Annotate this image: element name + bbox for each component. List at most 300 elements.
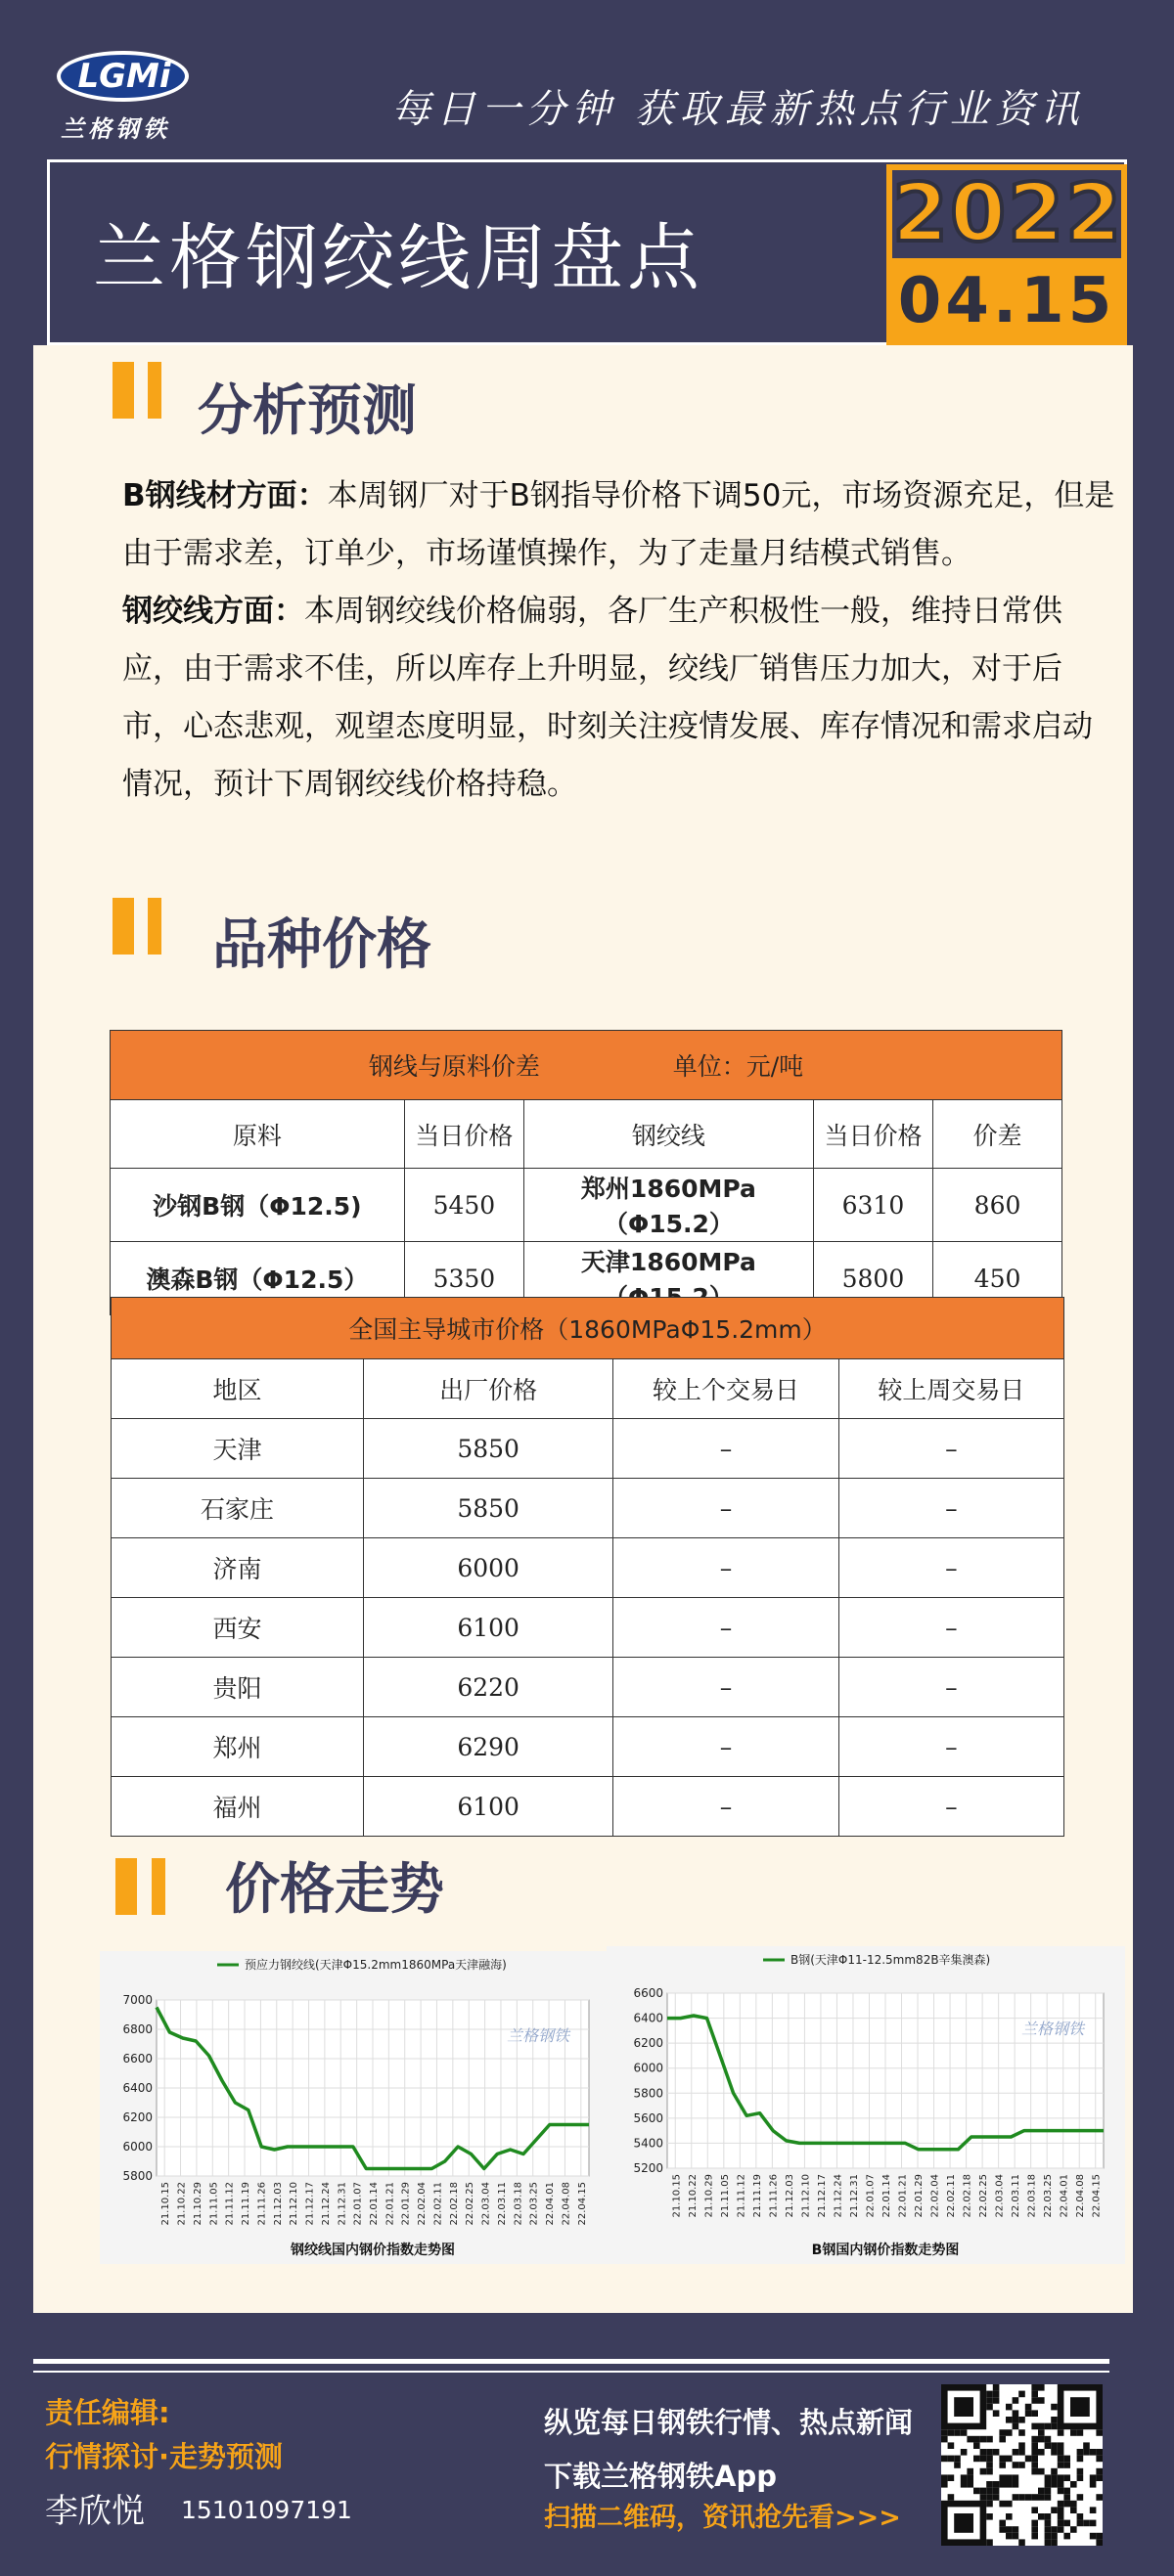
qr-module <box>993 2410 1000 2417</box>
qr-module <box>1058 2462 1064 2468</box>
y-tick-label: 5600 <box>633 2110 663 2125</box>
spread-table-title <box>111 1031 1062 1100</box>
section-title-prices: 品种价格 <box>212 913 431 977</box>
y-tick-label: 6000 <box>633 2061 663 2075</box>
qr-module <box>986 2449 993 2456</box>
qr-module <box>1038 2494 1045 2501</box>
x-tick-label: 21.12.10 <box>289 2182 300 2226</box>
qr-module <box>948 2456 955 2463</box>
table-row <box>112 1538 1064 1598</box>
qr-module <box>973 2488 980 2495</box>
table-cell: 6310 <box>813 1169 932 1242</box>
qr-module <box>986 2462 993 2468</box>
table-header: 原料 <box>111 1100 405 1169</box>
section-title-analysis: 分析预测 <box>198 379 417 443</box>
qr-module <box>993 2481 1000 2488</box>
qr-module <box>1031 2494 1038 2501</box>
qr-module <box>1006 2429 1013 2436</box>
qr-module <box>973 2442 980 2449</box>
qr-finder <box>1070 2397 1090 2417</box>
x-tick-label: 21.10.29 <box>192 2182 203 2226</box>
bsteel-price-chart <box>607 1946 1125 2264</box>
table-cell: 济南 <box>112 1538 364 1598</box>
qr-module <box>1031 2391 1038 2398</box>
table-cell: 贵阳 <box>112 1658 364 1717</box>
table-header: 较上周交易日 <box>838 1359 1063 1419</box>
qr-module <box>980 2456 987 2463</box>
slogan: 每日一分钟 获取最新热点行业资讯 <box>391 87 1085 132</box>
qr-module <box>1038 2384 1045 2391</box>
y-tick-label: 5800 <box>122 2169 153 2183</box>
editor-label: 责任编辑: <box>45 2396 170 2429</box>
qr-module <box>1058 2442 1064 2449</box>
logo-cn-text: 兰格钢铁 <box>61 115 170 143</box>
qr-module <box>954 2429 961 2436</box>
qr-module <box>1077 2468 1084 2475</box>
qr-module <box>1013 2481 1019 2488</box>
qr-module <box>1077 2456 1084 2463</box>
qr-module <box>1058 2507 1064 2513</box>
qr-module <box>1058 2449 1064 2456</box>
y-tick-label: 6600 <box>633 1986 663 2000</box>
qr-module <box>999 2456 1006 2463</box>
section-marker <box>113 362 134 419</box>
qr-module <box>1013 2526 1019 2533</box>
analysis-text <box>122 467 1120 814</box>
table-cell: – <box>838 1658 1063 1717</box>
qr-module <box>1018 2442 1025 2449</box>
qr-module <box>1018 2417 1025 2423</box>
table-cell: 沙钢B钢（Φ12.5) <box>111 1169 405 1242</box>
qr-module <box>1045 2539 1052 2546</box>
editor-tag: 行情探讨·走势预测 <box>45 2440 284 2473</box>
qr-module <box>1038 2436 1045 2443</box>
qr-module <box>1063 2533 1070 2540</box>
qr-module <box>1077 2520 1084 2527</box>
qr-module <box>986 2539 993 2546</box>
x-tick-label: 21.10.22 <box>176 2182 188 2226</box>
qr-module <box>1058 2481 1064 2488</box>
qr-module <box>999 2429 1006 2436</box>
qr-module <box>1077 2474 1084 2481</box>
x-tick-label: 21.11.12 <box>224 2182 236 2226</box>
table-cell: 6290 <box>363 1717 612 1777</box>
x-tick-label: 21.12.17 <box>816 2174 828 2218</box>
qr-module <box>1031 2442 1038 2449</box>
y-tick-label: 6600 <box>122 2052 153 2065</box>
qr-module <box>1025 2410 1032 2417</box>
qr-module <box>1045 2520 1052 2527</box>
y-tick-label: 6200 <box>633 2036 663 2051</box>
x-tick-label: 22.03.18 <box>1026 2174 1038 2218</box>
analysis-label-bsteel: B钢线材方面： <box>122 478 328 513</box>
section-marker <box>152 1858 165 1915</box>
qr-module <box>986 2397 993 2404</box>
x-tick-label: 21.12.10 <box>800 2174 812 2218</box>
x-tick-label: 22.02.18 <box>962 2174 973 2218</box>
promo-download: 下载兰格钢铁App <box>544 2460 777 2493</box>
qr-module <box>1063 2488 1070 2495</box>
qr-module <box>1045 2436 1052 2443</box>
qr-module <box>967 2481 973 2488</box>
table-header: 当日价格 <box>813 1100 932 1169</box>
table-row <box>112 1598 1064 1658</box>
table-cell: 6000 <box>363 1538 612 1598</box>
qr-module <box>1090 2533 1097 2540</box>
analysis-body-strand: 本周钢绞线价格偏弱，各厂生产积极性一般，维持日常供应，由于需求不佳，所以库存上升明显，绞线厂销售压力加大，对于后市，心态悲观，观望态度明显，时刻关注疫情发展、库存情况和需求启动情况，预计下周钢绞线价格持稳。 <box>122 594 1093 802</box>
qr-module <box>980 2488 987 2495</box>
qr-module <box>1070 2429 1077 2436</box>
watermark-logo: 兰格钢铁 <box>1020 2020 1084 2038</box>
table-row <box>112 1658 1064 1717</box>
qr-module <box>1051 2507 1058 2513</box>
qr-module <box>999 2436 1006 2443</box>
table-cell: – <box>838 1717 1063 1777</box>
x-tick-label: 22.01.07 <box>352 2182 364 2226</box>
table-cell: – <box>613 1479 838 1538</box>
x-tick-label: 22.01.07 <box>865 2174 877 2218</box>
qr-module <box>1045 2488 1052 2495</box>
qr-module <box>999 2474 1006 2481</box>
qr-module <box>1096 2533 1103 2540</box>
footer-divider <box>33 2371 1109 2373</box>
qr-module <box>1051 2423 1058 2430</box>
x-tick-label: 22.02.18 <box>448 2182 460 2226</box>
qr-module <box>1006 2474 1013 2481</box>
qr-code-icon[interactable] <box>941 2384 1103 2546</box>
table-row <box>111 1169 1062 1242</box>
table-cell: – <box>613 1598 838 1658</box>
strand-price-chart <box>100 1951 609 2264</box>
y-tick-label: 6800 <box>122 2022 153 2036</box>
table-header-row <box>111 1100 1062 1169</box>
qr-module <box>1038 2449 1045 2456</box>
qr-module <box>1031 2436 1038 2443</box>
qr-module <box>1077 2513 1084 2520</box>
qr-module <box>1031 2462 1038 2468</box>
qr-module <box>1045 2474 1052 2481</box>
qr-module <box>993 2494 1000 2501</box>
qr-module <box>1006 2501 1013 2508</box>
y-tick-label: 6400 <box>633 2011 663 2025</box>
qr-module <box>1070 2507 1077 2513</box>
x-tick-label: 22.03.25 <box>528 2182 540 2226</box>
table-cell: 5850 <box>363 1479 612 1538</box>
chart-caption: 钢绞线国内钢价指数走势图 <box>291 2243 455 2258</box>
y-tick-label: 5200 <box>633 2161 663 2175</box>
y-tick-label: 5800 <box>633 2086 663 2101</box>
table-cell: 石家庄 <box>112 1479 364 1538</box>
qr-module <box>967 2436 973 2443</box>
qr-module <box>961 2481 968 2488</box>
qr-module <box>967 2468 973 2475</box>
qr-module <box>1045 2423 1052 2430</box>
qr-module <box>1058 2429 1064 2436</box>
qr-module <box>980 2449 987 2456</box>
qr-module <box>1013 2397 1019 2404</box>
qr-module <box>1031 2410 1038 2417</box>
qr-module <box>941 2429 948 2436</box>
x-tick-label: 22.02.04 <box>929 2174 941 2218</box>
qr-module <box>967 2474 973 2481</box>
x-tick-label: 21.12.03 <box>784 2174 795 2218</box>
table-cell: – <box>838 1598 1063 1658</box>
qr-module <box>1025 2494 1032 2501</box>
table-row <box>112 1777 1064 1837</box>
qr-module <box>1058 2526 1064 2533</box>
x-tick-label: 21.11.05 <box>719 2174 731 2218</box>
qr-module <box>999 2526 1006 2533</box>
qr-module <box>993 2391 1000 2398</box>
page-title: 兰格钢绞线周盘点 <box>93 216 703 300</box>
qr-module <box>941 2456 948 2463</box>
qr-module <box>1096 2494 1103 2501</box>
qr-module <box>948 2429 955 2436</box>
qr-module <box>1038 2513 1045 2520</box>
qr-module <box>1096 2468 1103 2475</box>
date-day: 04.15 <box>897 265 1116 337</box>
x-tick-label: 22.04.08 <box>561 2182 572 2226</box>
section-marker <box>115 1858 137 1915</box>
qr-module <box>954 2456 961 2463</box>
table-row <box>112 1479 1064 1538</box>
qr-module <box>973 2436 980 2443</box>
table-cell: 天津1860MPa <box>524 1242 814 1315</box>
qr-module <box>1063 2520 1070 2527</box>
qr-module <box>1031 2507 1038 2513</box>
qr-module <box>1063 2501 1070 2508</box>
x-tick-label: 22.02.11 <box>432 2182 444 2226</box>
qr-module <box>999 2462 1006 2468</box>
x-tick-label: 22.04.01 <box>545 2182 557 2226</box>
qr-module <box>1058 2488 1064 2495</box>
qr-module <box>1013 2410 1019 2417</box>
qr-module <box>1013 2423 1019 2430</box>
y-tick-label: 6000 <box>122 2140 153 2154</box>
qr-module <box>1018 2429 1025 2436</box>
section-marker <box>148 362 161 419</box>
qr-module <box>1090 2449 1097 2456</box>
qr-module <box>993 2488 1000 2495</box>
x-tick-label: 22.04.15 <box>1091 2174 1103 2218</box>
qr-module <box>1070 2526 1077 2533</box>
x-tick-label: 22.03.11 <box>496 2182 508 2226</box>
editor-phone: 15101097191 <box>181 2496 352 2524</box>
table-cell: 5850 <box>363 1419 612 1479</box>
qr-module <box>1018 2462 1025 2468</box>
x-tick-label: 22.01.21 <box>384 2182 396 2226</box>
qr-module <box>1013 2417 1019 2423</box>
qr-module <box>999 2520 1006 2527</box>
qr-module <box>941 2436 948 2443</box>
qr-module <box>1045 2533 1052 2540</box>
qr-module <box>1038 2397 1045 2404</box>
table-cell: 澳森B钢（Φ12.5） <box>111 1242 405 1315</box>
qr-module <box>1031 2468 1038 2475</box>
x-tick-label: 22.04.15 <box>576 2182 588 2226</box>
qr-finder <box>954 2513 973 2533</box>
x-tick-label: 21.11.26 <box>256 2182 268 2226</box>
qr-module <box>986 2391 993 2398</box>
qr-module <box>1038 2488 1045 2495</box>
table-cell: 450 <box>933 1242 1062 1315</box>
qr-module <box>1063 2456 1070 2463</box>
y-tick-label: 6400 <box>122 2081 153 2095</box>
qr-module <box>1018 2449 1025 2456</box>
qr-module <box>1013 2533 1019 2540</box>
qr-module <box>1063 2474 1070 2481</box>
qr-module <box>1051 2481 1058 2488</box>
qr-module <box>1070 2501 1077 2508</box>
qr-module <box>1090 2474 1097 2481</box>
qr-module <box>948 2494 955 2501</box>
qr-finder <box>954 2397 973 2417</box>
qr-module <box>1063 2462 1070 2468</box>
qr-module <box>1031 2526 1038 2533</box>
x-tick-label: 21.10.22 <box>687 2174 699 2218</box>
x-tick-label: 22.01.21 <box>897 2174 909 2218</box>
watermark-logo: 兰格钢铁 <box>506 2026 569 2045</box>
x-tick-label: 21.12.31 <box>337 2182 348 2226</box>
promo-scan: 扫描二维码，资讯抢先看>>> <box>544 2503 901 2533</box>
qr-module <box>993 2397 1000 2404</box>
x-tick-label: 21.11.19 <box>241 2182 252 2226</box>
qr-module <box>1031 2520 1038 2527</box>
table-header: 地区 <box>112 1359 364 1419</box>
qr-module <box>1031 2533 1038 2540</box>
qr-module <box>1006 2456 1013 2463</box>
x-tick-label: 21.12.24 <box>320 2182 332 2226</box>
x-tick-label: 21.10.29 <box>703 2174 715 2218</box>
qr-module <box>1045 2481 1052 2488</box>
qr-module <box>1031 2449 1038 2456</box>
promo-text: 纵览每日钢铁行情、热点新闻 <box>544 2406 914 2439</box>
qr-module <box>1045 2526 1052 2533</box>
qr-module <box>1038 2468 1045 2475</box>
qr-module <box>999 2481 1006 2488</box>
qr-module <box>1006 2533 1013 2540</box>
qr-module <box>1018 2494 1025 2501</box>
x-tick-label: 22.04.01 <box>1059 2174 1070 2218</box>
x-tick-label: 21.10.15 <box>160 2182 172 2226</box>
table-header: 价差 <box>933 1100 1062 1169</box>
qr-module <box>1025 2404 1032 2411</box>
qr-module <box>1006 2404 1013 2411</box>
table-cell: – <box>613 1538 838 1598</box>
legend-label: 预应力钢绞线(天津Φ15.2mm1860MPa天津融海) <box>245 1958 507 1972</box>
qr-module <box>1051 2404 1058 2411</box>
x-tick-label: 22.03.18 <box>513 2182 524 2226</box>
x-tick-label: 22.03.25 <box>1043 2174 1055 2218</box>
qr-module <box>986 2501 993 2508</box>
qr-module <box>980 2436 987 2443</box>
table-cell: – <box>838 1479 1063 1538</box>
qr-module <box>973 2456 980 2463</box>
table-cell: – <box>838 1538 1063 1598</box>
x-tick-label: 22.03.11 <box>1011 2174 1022 2218</box>
qr-module <box>1045 2513 1052 2520</box>
qr-module <box>1058 2456 1064 2463</box>
table-cell: 5350 <box>404 1242 523 1315</box>
x-tick-label: 22.01.14 <box>881 2174 892 2218</box>
qr-module <box>1096 2449 1103 2456</box>
qr-module <box>954 2462 961 2468</box>
city-price-table <box>111 1297 1064 1837</box>
table-cell: 6100 <box>363 1777 612 1837</box>
qr-module <box>1083 2442 1090 2449</box>
x-tick-label: 21.12.03 <box>272 2182 284 2226</box>
x-tick-label: 22.02.25 <box>978 2174 990 2218</box>
x-tick-label: 21.12.31 <box>848 2174 860 2218</box>
qr-module <box>1083 2520 1090 2527</box>
x-tick-label: 22.02.04 <box>417 2182 429 2226</box>
qr-module <box>1051 2539 1058 2546</box>
qr-module <box>1025 2456 1032 2463</box>
qr-module <box>1058 2513 1064 2520</box>
x-tick-label: 22.02.11 <box>946 2174 958 2218</box>
qr-module <box>1006 2526 1013 2533</box>
spread-title: 钢线与原料价差 <box>368 1052 540 1081</box>
table-header: 钢绞线 <box>524 1100 814 1169</box>
qr-module <box>1051 2442 1058 2449</box>
qr-module <box>1051 2526 1058 2533</box>
qr-module <box>1090 2520 1097 2527</box>
qr-module <box>1058 2501 1064 2508</box>
qr-module <box>961 2474 968 2481</box>
table-header: 较上个交易日 <box>613 1359 838 1419</box>
x-tick-label: 21.11.05 <box>208 2182 220 2226</box>
qr-module <box>1031 2423 1038 2430</box>
table-cell: 6220 <box>363 1658 612 1717</box>
qr-module <box>1051 2468 1058 2475</box>
table-cell: 天津 <box>112 1419 364 1479</box>
qr-module <box>986 2488 993 2495</box>
table-cell: – <box>613 1419 838 1479</box>
qr-module <box>1006 2481 1013 2488</box>
qr-module <box>993 2384 1000 2391</box>
table-cell: – <box>613 1717 838 1777</box>
qr-module <box>1045 2442 1052 2449</box>
x-tick-label: 22.01.29 <box>400 2182 412 2226</box>
table-cell: – <box>838 1777 1063 1837</box>
table-row <box>112 1717 1064 1777</box>
x-tick-label: 21.11.12 <box>736 2174 747 2218</box>
editor-name: 李欣悦 <box>45 2492 145 2531</box>
qr-module <box>1031 2456 1038 2463</box>
qr-module <box>1013 2494 1019 2501</box>
table-cell: 5450 <box>404 1169 523 1242</box>
qr-module <box>1031 2384 1038 2391</box>
qr-module <box>1038 2429 1045 2436</box>
qr-module <box>1051 2449 1058 2456</box>
qr-module <box>961 2429 968 2436</box>
qr-module <box>1051 2533 1058 2540</box>
qr-module <box>1038 2423 1045 2430</box>
qr-module <box>993 2449 1000 2456</box>
x-tick-label: 22.03.04 <box>994 2174 1006 2218</box>
table-cell: 5800 <box>813 1242 932 1315</box>
qr-module <box>1013 2462 1019 2468</box>
section-marker <box>113 898 134 955</box>
qr-module <box>948 2474 955 2481</box>
table-row <box>112 1419 1064 1479</box>
qr-module <box>1051 2474 1058 2481</box>
qr-module <box>1013 2449 1019 2456</box>
x-tick-label: 22.01.29 <box>914 2174 926 2218</box>
table-cell: – <box>838 1419 1063 1479</box>
qr-module <box>1096 2456 1103 2463</box>
qr-module <box>986 2481 993 2488</box>
